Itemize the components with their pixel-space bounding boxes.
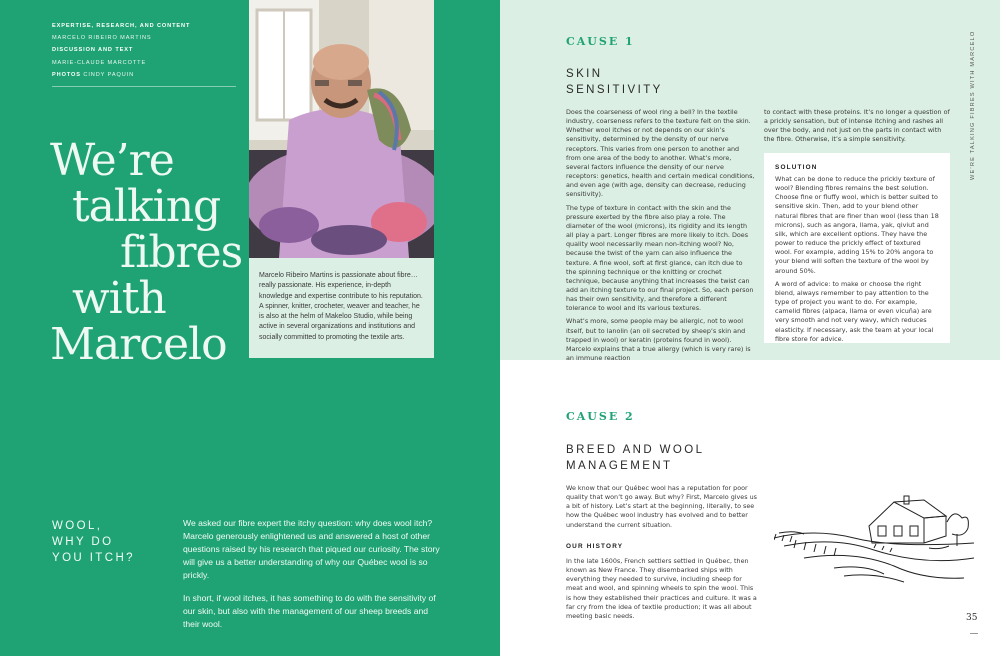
section-heading-wool-itch [52,518,172,566]
title-line-1: We’re [50,135,174,186]
cause-2-title-line-2: MANAGEMENT [566,460,673,472]
cause-1-paragraph-4: to contact with these proteins. It’s no longer a question of a prickly sensation, but of intense itching and rashes all over the body, and not just on the parts in contact with the fibre. Otherwise, it’s a simple sensitivity. [764,108,950,144]
cause-1-title-line-1: SKIN [566,68,603,80]
wool-q-line-1: WOOL, [52,520,103,532]
photo-caption: Marcelo Ribeiro Martins is passionate about fibre… really passionate. His experience, in-depth knowledge and expertise contribute to his reputation. A spinner, knitter, crocheter, weaver and teacher, he is also at the helm of Makeloo Studio, while being active in several organizations and institutions and socially committed to promoting the textile arts. [249,258,434,358]
portrait-photo [249,0,434,258]
cause-2-paragraph-1: We know that our Québec wool has a reputation for poor quality that won’t go away. But why? First, Marcelo gives us a bit of history. Let’s start at the beginning, literally, to see how the Québec wool industry has evolved and to better understand the current situation. [566,484,757,529]
cause-1-column-2 [764,108,950,149]
intro-paragraph-1: We asked our fibre expert the itchy question: why does wool itch? Marcelo generously enlightened us and answered a host of other questions raised by his research that piqued our curiosity. The story will give us a better understanding of why our Québec wool is so prickly. [183,518,440,580]
cause-1-paragraph-3: What’s more, some people may be allergic, not to wool itself, but to lanolin (an oil secreted by sheep’s skin and trapped in wool) or keratin (proteins found in wool). Marcelo explains that a true allergy (which is very rare) is an immune reaction [566,317,751,363]
cause-2-title [566,442,704,474]
farmhouse-sketch [774,488,974,588]
title-line-5: Marcelo [50,319,227,370]
cause-2-title-line-1: BREED AND WOOL [566,444,705,456]
intro-paragraph-2: In short, if wool itches, it has something to do with the sensitivity of our skin, but also with the management of our sheep breeds and their wool. [183,593,436,629]
solution-paragraph-2: A word of advice: to make or choose the right blend, always remember to pay attention to the type of project you want to do. For example, camelid fibres (alpaca, llama or even vicuña) are very smooth and not very wavy, which reduces elasticity. If necessary, ask the team at your local fibre store for advice. [775,279,934,343]
credits-role-1: EXPERTISE, RESEARCH, AND CONTENT [52,23,191,29]
cause-2-paragraph-2: In the late 1600s, French settlers settled in Québec, then known as New France. They disembarked ships with everything they needed to survive, including sheep for meat and wool, and spinning wheels to spin the wool. This is how they established their practices and culture. It was a far cry from the idea of textile production; it was all about meeting basic needs. [566,557,757,620]
cause-1-paragraph-2: The type of texture in contact with the skin and the pressure exerted by the fibre also play a role. The diameter of the wool (microns), its rigidity and its length all play a part. Longer fibres are more likely to itch. Does quality wool necessarily mean non-itching wool? No, because the twist of the yarn can also influence the texture. A fine wool, soft at first glance, can itch due to the spinning technique or the knitting or crochet technique, because anything that increases the twist can add an itching texture to our final project. So, each person has their own sensitivity, and therefore a different tolerance to wool and its various textures. [566,203,754,313]
cause-1-title-line-2: SENSITIVITY [566,84,663,96]
credits-photos-name: CINDY PAQUIN [83,71,135,78]
credits-photos [52,69,236,81]
running-head-text: WE’RE TALKING FIBRES WITH MARCELO [970,30,976,180]
credits-name-1: MARCELO RIBEIRO MARTINS [52,35,152,42]
credits-photos-label: PHOTOS [52,71,81,78]
wool-q-line-2: WHY DO [52,536,114,548]
running-head [968,20,982,180]
credits-block [52,20,236,87]
solution-paragraph-1: What can be done to reduce the prickly texture of wool? Blending fibres remains the best solution. Choose fine or fluffy wool, which is better suited to sensitive skin. Then, add to your blend other natural fibres that are finer than wool (less than 18 microns), such as angora, llama, yak, qiviut and silk, which are excellent options. They have the power to reduce the prickly effect of textured wool. For example, adding 15% to 20% angora to your blend will soften the texture of the wool by around 50%. [775,175,939,275]
cause-2-intro [566,484,760,534]
page-number-rule [970,633,978,634]
cause-1-label: CAUSE 1 [566,35,635,48]
wool-q-line-3: YOU ITCH? [52,552,135,564]
solution-heading: SOLUTION [775,164,818,171]
credits-name-2: MARIE-CLAUDE MARCOTTE [52,59,147,66]
cause-2-label: CAUSE 2 [566,410,635,423]
credits-divider [52,86,236,87]
solution-box [764,153,950,343]
cause-1-paragraph-1: Does the coarseness of wool ring a bell? In the textile industry, coarseness refers to the texture felt on the skin. Whether wool itches or not depends on our skin’s sensitivity, determined by the density of our nerve receptors. This varies from one person to another and from one area of the body to another. What’s more, several factors influence the density of our nerve receptors: genetics, health and certain medical conditions, and even age (with age, density can decrease, reducing sensitivity). [566,108,755,199]
intro-text [183,517,445,641]
page-number: 35 [966,613,978,623]
article-title [50,135,245,370]
title-line-2: talking [72,181,221,232]
title-line-3: fibres [120,227,243,278]
credits-role-2: DISCUSSION AND TEXT [52,47,134,54]
our-history-heading: OUR HISTORY [566,543,624,550]
cause-1-title [566,66,663,98]
title-line-4: with [72,273,166,324]
cause-1-column-1 [566,108,755,367]
cause-2-history [566,557,760,625]
